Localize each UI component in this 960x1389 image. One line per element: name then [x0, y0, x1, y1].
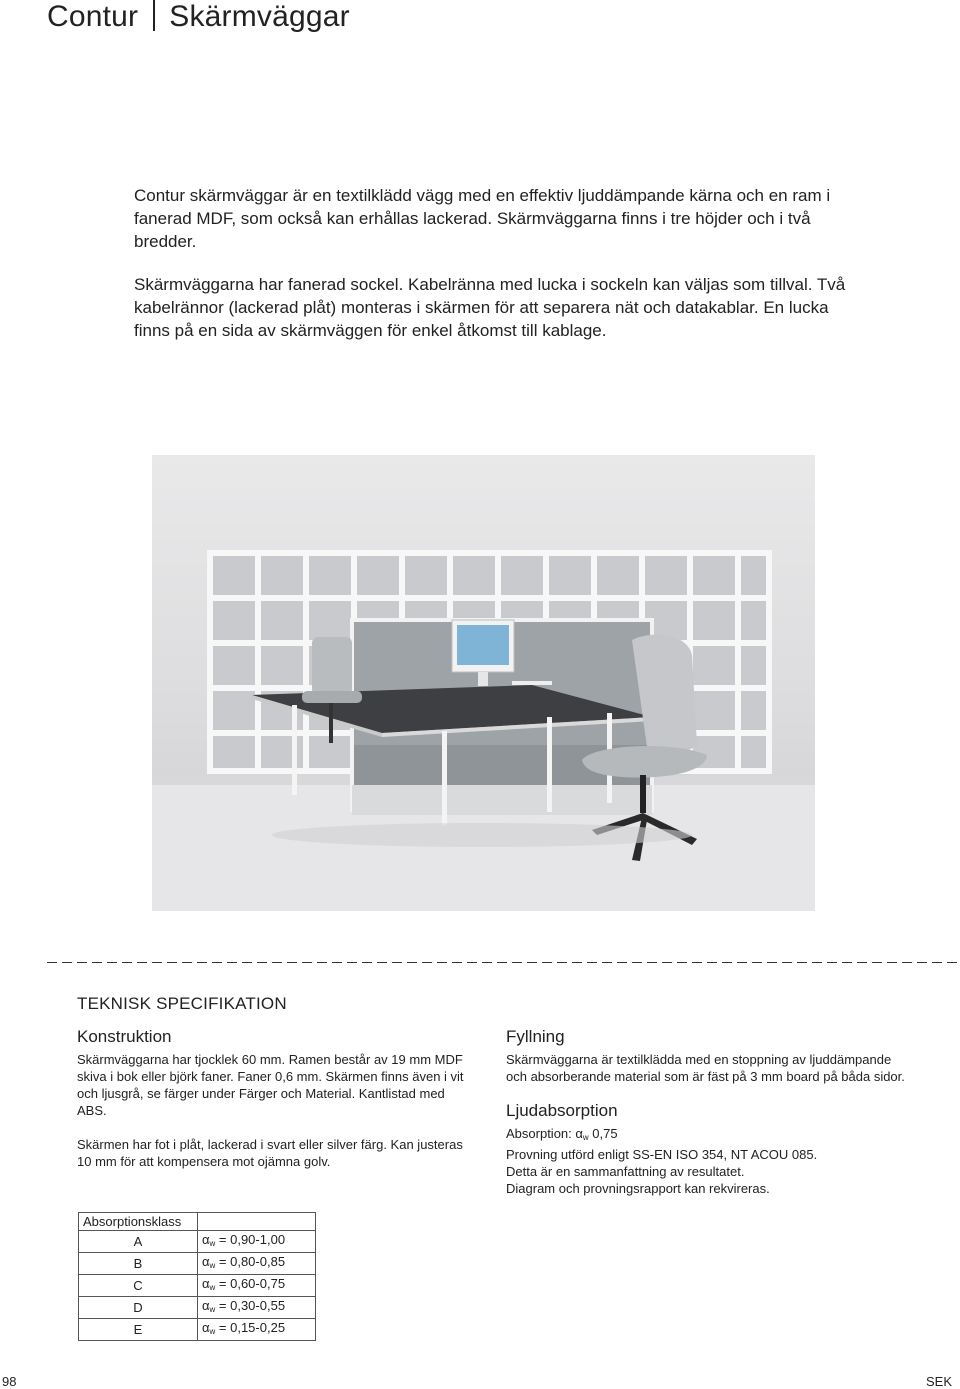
- class-cell: B: [79, 1253, 198, 1275]
- floor-shadow: [272, 823, 692, 847]
- ljud-line-3: Detta är en sammanfattning av resultatet.: [506, 1164, 745, 1179]
- class-cell: C: [79, 1275, 198, 1297]
- absorption-class-table: [78, 1212, 316, 1341]
- absorption-subscript: w: [582, 1133, 589, 1142]
- table-row: [79, 1231, 316, 1253]
- product-photo: [152, 455, 815, 911]
- konstruktion-paragraph-1: Skärmväggarna har tjocklek 60 mm. Ramen består av 19 mm MDF skiva i bok eller björk faner. Faner 0,6 mm. Skärmen finns även i vit och ljusgrå, se färger under Färger och Material. Kantlistad med ABS.: [77, 1052, 464, 1118]
- section-title: Skärmväggar: [169, 0, 350, 33]
- fyllning-paragraph: Skärmväggarna är textilklädda med en stoppning av ljuddämpande och absorberande material som är fäst på 3 mm board på båda sidor.: [506, 1052, 905, 1084]
- brand-name: Contur: [47, 0, 139, 33]
- range-cell: $\alpha_w = 0,15-0,25$: [198, 1319, 316, 1341]
- dashed-divider: [47, 962, 960, 963]
- page-number: 98: [2, 1374, 17, 1389]
- konstruktion-title: Konstruktion: [77, 1027, 172, 1046]
- absorption-line: [506, 1125, 906, 1146]
- konstruktion-section: [77, 1027, 467, 1170]
- table-header-empty: [198, 1213, 316, 1231]
- currency-label: SEK: [925, 1374, 952, 1389]
- table-row: [79, 1253, 316, 1275]
- konstruktion-paragraph-2: Skärmen har fot i plåt, lackerad i svart eller silver färg. Kan justeras 10 mm för att kompensera mot ojämna golv.: [77, 1137, 463, 1169]
- class-cell: D: [79, 1297, 198, 1319]
- fyllning-title: Fyllning: [506, 1027, 565, 1046]
- range-cell: $\alpha_w = 0,90-1,00$: [198, 1231, 316, 1253]
- table-row: [79, 1275, 316, 1297]
- range-cell: $\alpha_w = 0,60-0,75$: [198, 1275, 316, 1297]
- intro-text: [134, 184, 854, 362]
- ljudabsorption-title: Ljudabsorption: [506, 1101, 618, 1120]
- table-row: [79, 1297, 316, 1319]
- ljud-line-4: Diagram och provningsrapport kan rekvireras.: [506, 1181, 770, 1196]
- table-header-row: [79, 1213, 316, 1231]
- table-header-cell: Absorptionsklass: [79, 1213, 198, 1231]
- class-cell: E: [79, 1319, 198, 1341]
- intro-paragraph-2: Skärmväggarna har fanerad sockel. Kabelränna med lucka i sockeln kan väljas som tillval. Två kabelrännor (lackerad plåt) monteras i skärmen för att separera nät och datakablar. En lucka finns på en sida av skärmväggen för enkel åtkomst till kablage.: [134, 275, 846, 340]
- absorption-label: Absorption: α: [506, 1126, 583, 1141]
- fyllning-ljud-section: [506, 1027, 906, 1197]
- intro-paragraph-1: Contur skärmväggar är en textilklädd vägg med en effektiv ljuddämpande kärna och en ram i fanerad MDF, som också kan erhållas lackerad. Skärmväggarna finns i tre höjder och i två bredder.: [134, 186, 831, 251]
- office-workstation-illustration: [152, 455, 815, 911]
- title-divider: [153, 0, 155, 31]
- range-cell: $\alpha_w = 0,30-0,55$: [198, 1297, 316, 1319]
- page-title: [47, 0, 350, 34]
- table-row: [79, 1319, 316, 1341]
- absorption-value: 0,75: [588, 1126, 618, 1141]
- ljud-line-2: Provning utförd enligt SS-EN ISO 354, NT ACOU 085.: [506, 1147, 818, 1162]
- range-cell: $\alpha_w = 0,80-0,85$: [198, 1253, 316, 1275]
- spec-heading: TEKNISK SPECIFIKATION: [77, 994, 287, 1013]
- class-cell: A: [79, 1231, 198, 1253]
